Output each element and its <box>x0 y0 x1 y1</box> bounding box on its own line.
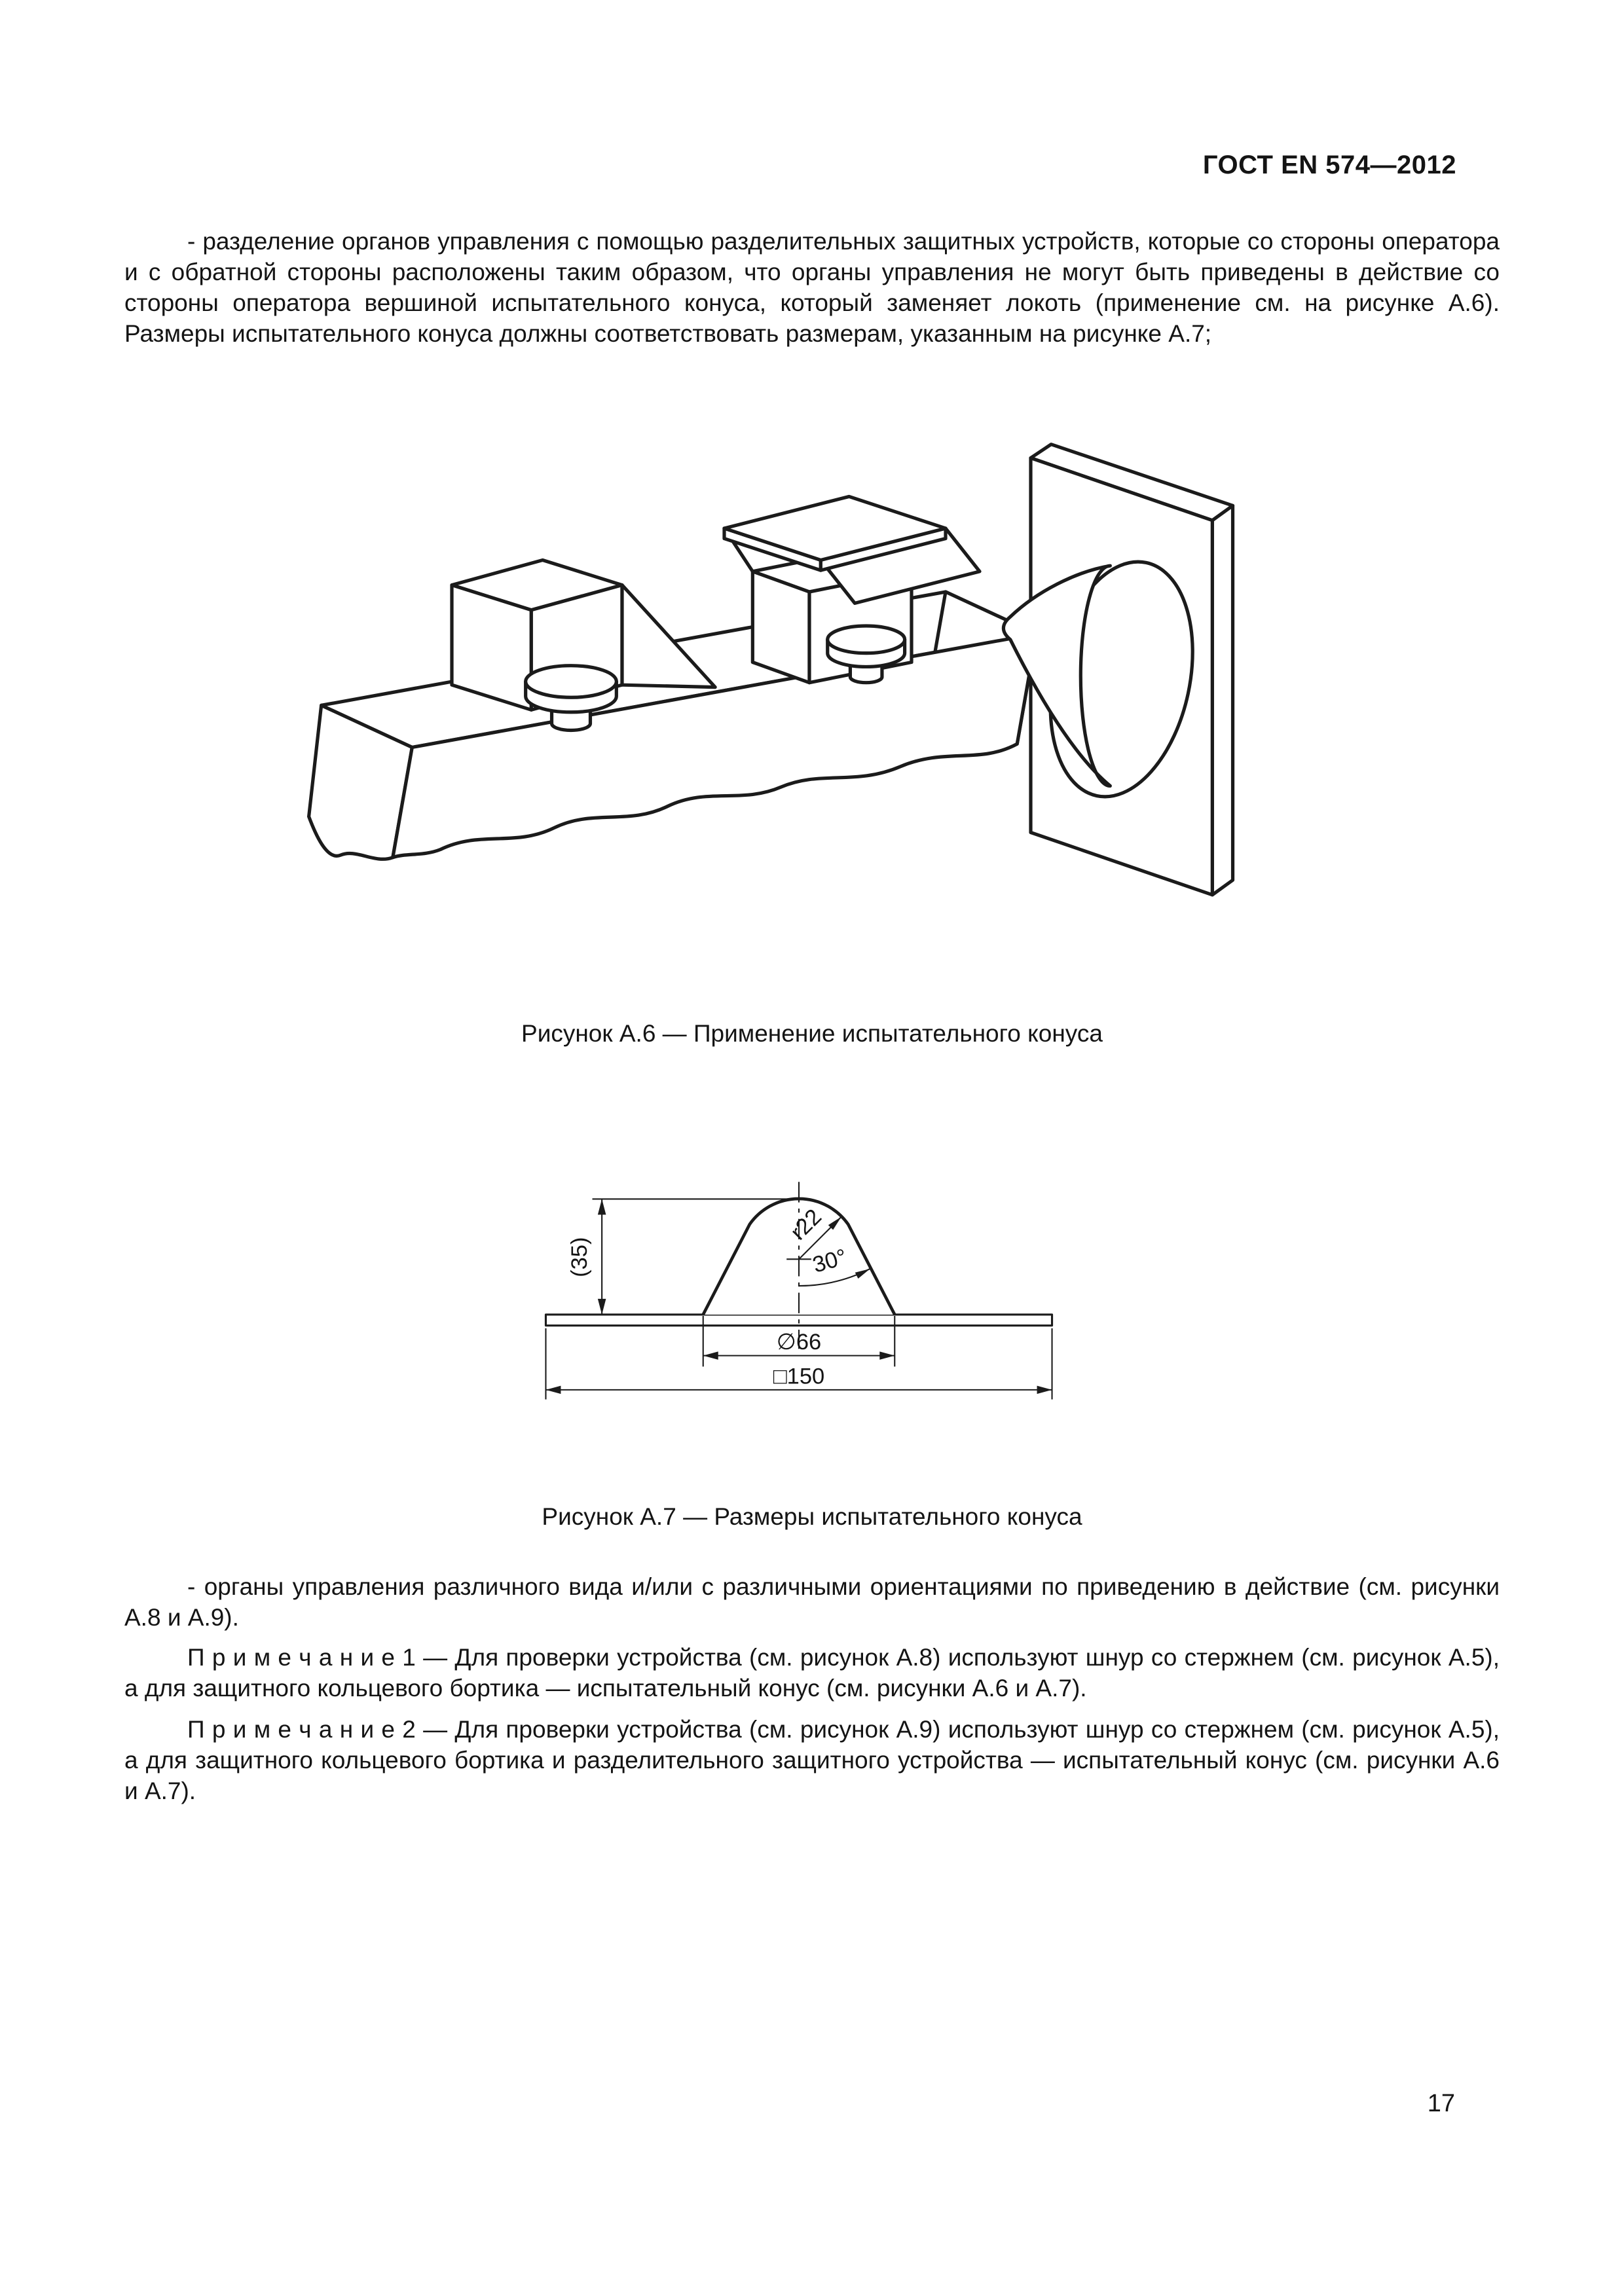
paragraph-separation-of-controls: - разделение органов управления с помощью разделительных защитных устройств, которые со стороны оператора и с обратной стороны расположены таким образом, что органы управления не могут быть приведены в действие со стороны оператора вершиной испытательного конуса, который заменяет локоть (применение см. на рисунке А.6). Размеры испытательного конуса должны соответствовать размерам, указанным на рисунке А.7; <box>124 228 1500 347</box>
figure-a6-caption: Рисунок А.6 — Применение испытательного конуса <box>521 1020 1103 1047</box>
figure-a6-drawing <box>282 412 1303 946</box>
test-cone-dimensions-drawing <box>498 1116 1100 1438</box>
angle-label: 30° <box>809 1244 850 1278</box>
test-cone-application-drawing <box>282 412 1303 946</box>
note-2: П р и м е ч а н и е 2 — Для проверки устройства (см. рисунок А.9) используют шнур со стержнем (см. рисунок А.5), а для защитного кольцевого бортика и разделительного защитного устройства — испытательный конус (см. рисунки А.6 и А.7). <box>124 1716 1500 1804</box>
radius-label: r22 <box>785 1204 827 1245</box>
note-1: П р и м е ч а н и е 1 — Для проверки устройства (см. рисунок А.8) используют шнур со стержнем (см. рисунок А.5), а для защитного кольцевого бортика — испытательный конус (см. рисунки А.6 и А.7). <box>124 1644 1500 1702</box>
document-title: ГОСТ EN 574—2012 <box>1202 151 1456 179</box>
height-label: (35) <box>567 1237 593 1277</box>
support-bar <box>309 592 1037 859</box>
diameter-label: ∅66 <box>776 1330 822 1355</box>
paragraph-control-types: - органы управления различного вида и/или с различными ориентациями по приведению в действие (см. рисунки А.8 и А.9). <box>124 1573 1500 1631</box>
page-number: 17 <box>1427 2090 1455 2117</box>
square-label: □150 <box>773 1364 825 1389</box>
figure-a7-caption: Рисунок А.7 — Размеры испытательного конуса <box>542 1503 1082 1530</box>
figure-a7-drawing <box>498 1116 1100 1438</box>
